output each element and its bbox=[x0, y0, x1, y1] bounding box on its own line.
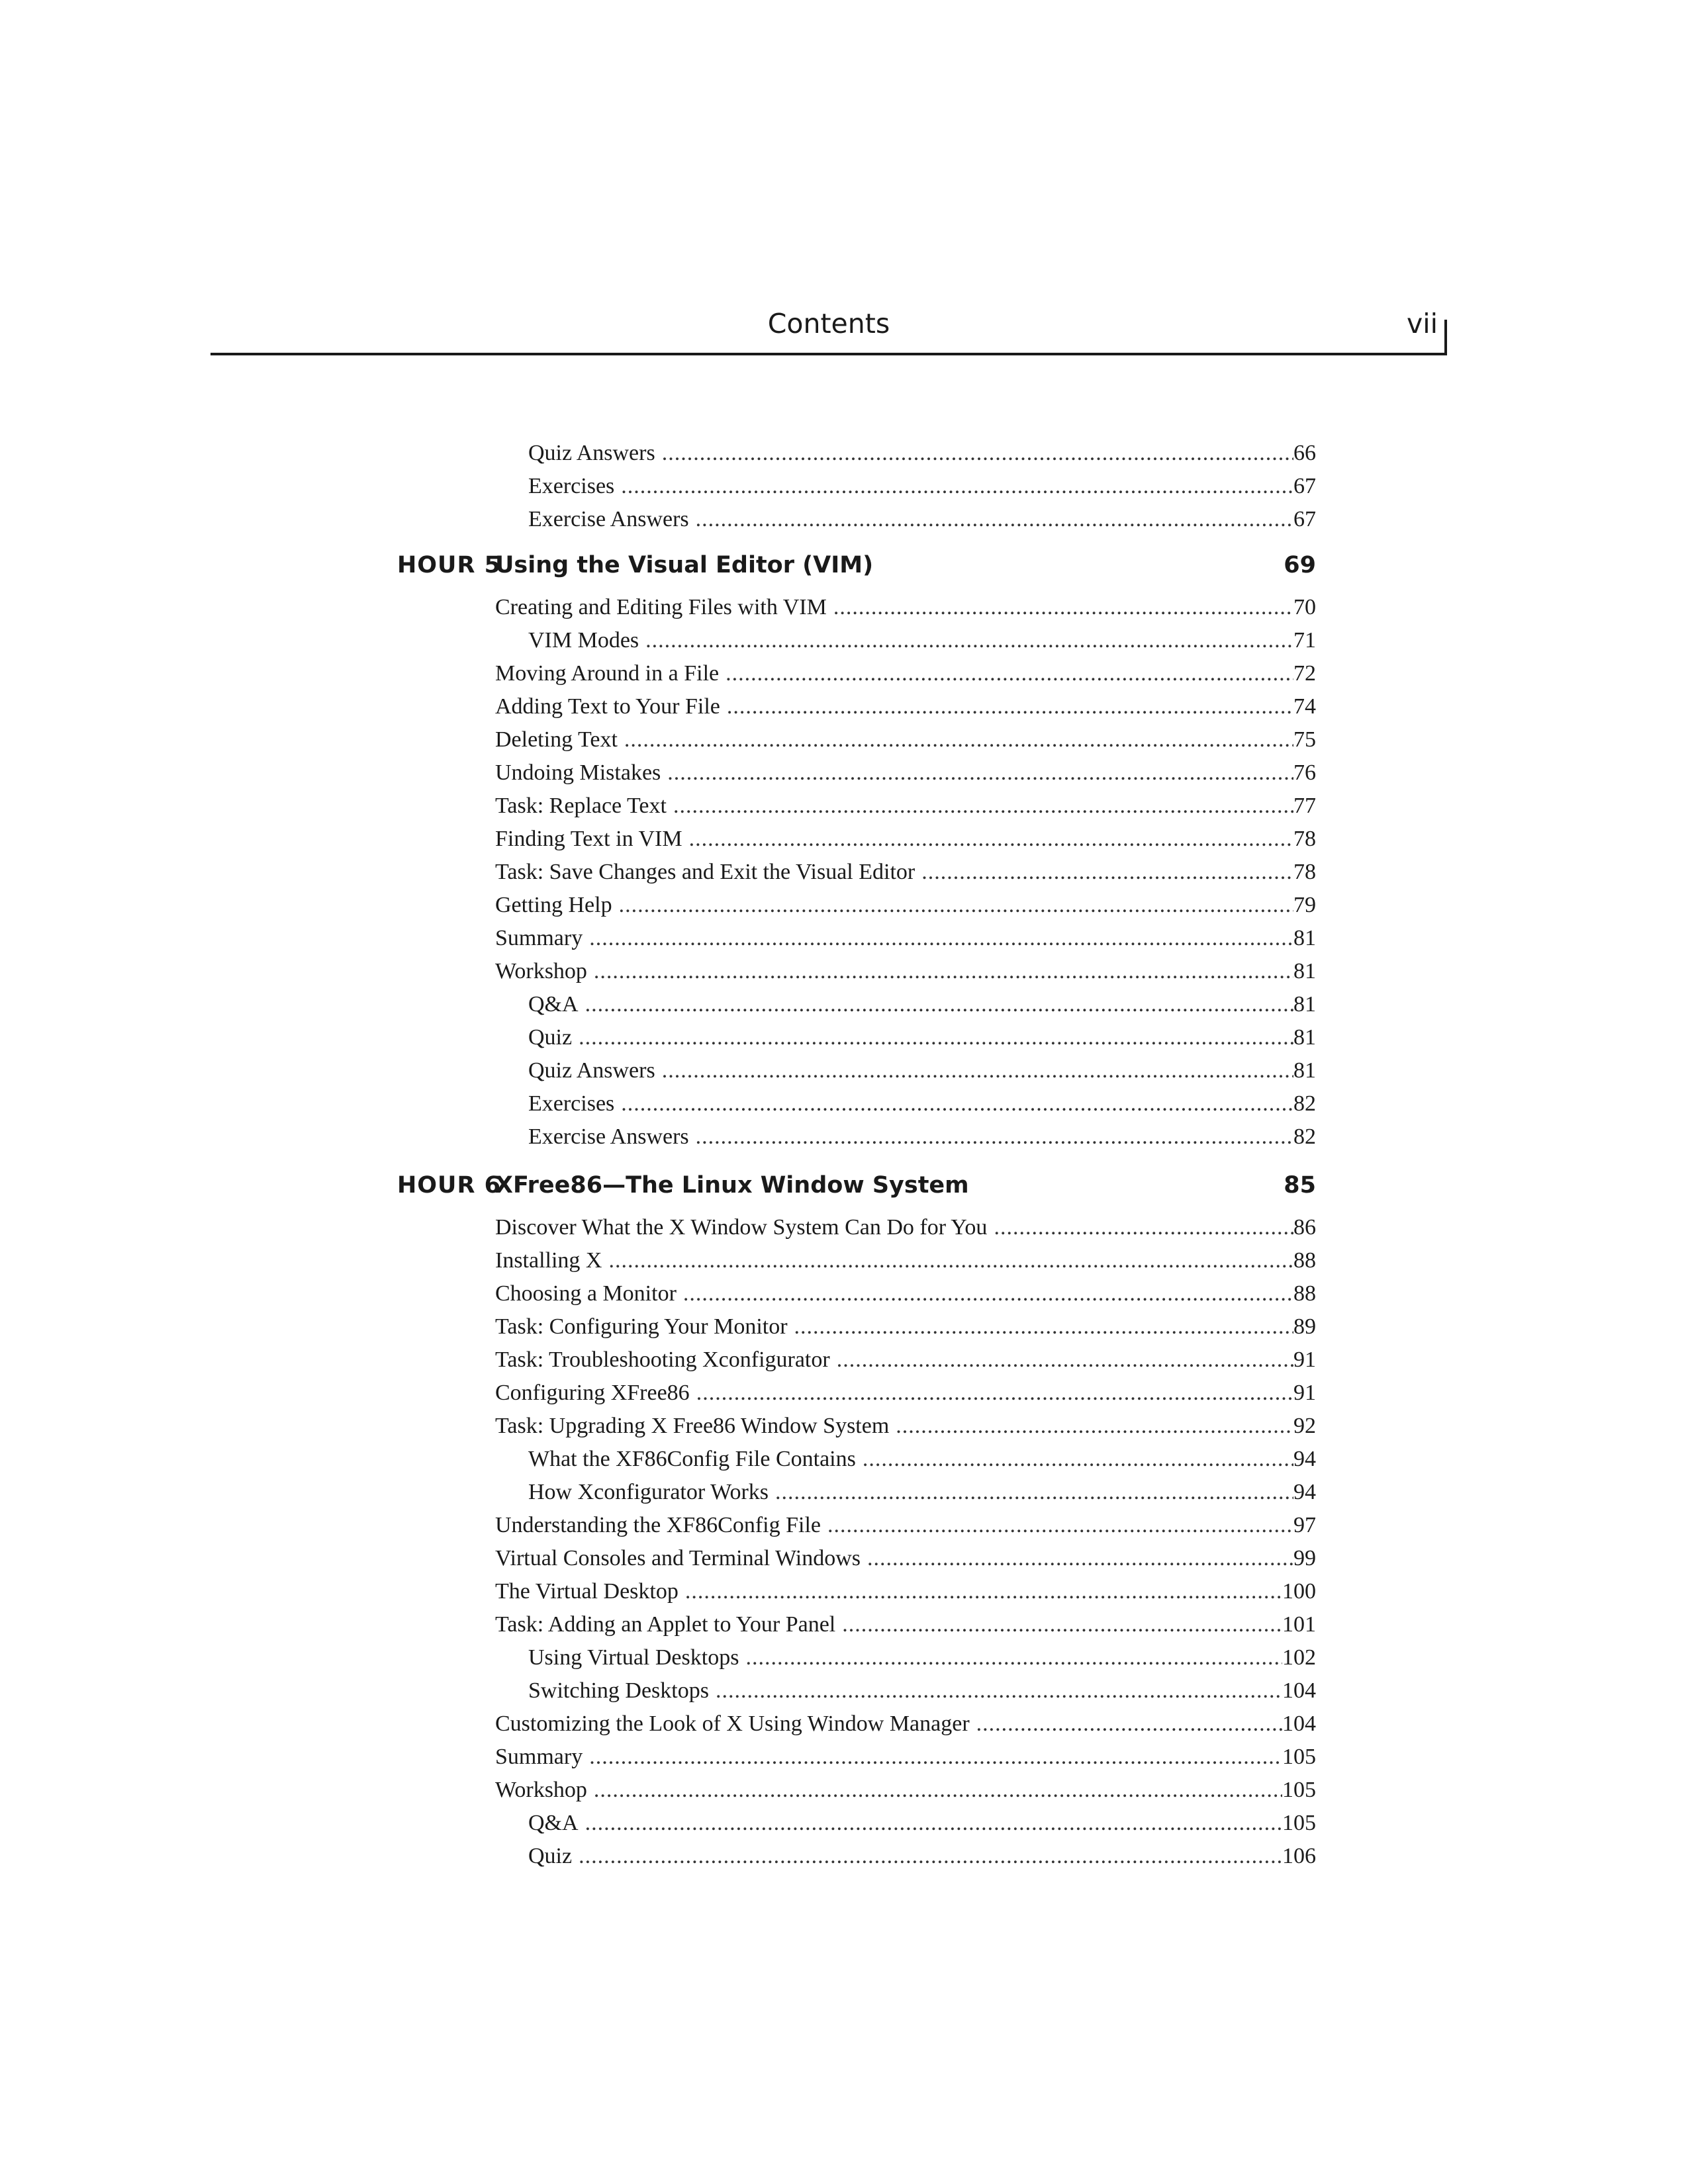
toc-entry-label: Customizing the Look of X Using Window Manager bbox=[495, 1711, 970, 1736]
toc-entry-page: 75 bbox=[1293, 727, 1316, 752]
toc-leader-dots bbox=[621, 470, 1293, 503]
chapter-page: 69 bbox=[1284, 552, 1316, 578]
toc-leader-dots bbox=[689, 823, 1293, 856]
toc-leader-dots bbox=[867, 1542, 1293, 1575]
toc-entry-page: 78 bbox=[1293, 827, 1316, 851]
toc-entry-label: Discover What the X Window System Can Do for You bbox=[495, 1215, 988, 1240]
toc-entry bbox=[495, 1277, 1316, 1310]
toc-entry-page: 78 bbox=[1293, 860, 1316, 884]
toc-entry-label: Summary bbox=[495, 926, 583, 950]
toc-entry-page: 105 bbox=[1282, 1811, 1316, 1835]
toc-leader-dots bbox=[696, 503, 1293, 536]
toc-leader-dots bbox=[994, 1211, 1293, 1244]
toc-entry bbox=[495, 1410, 1316, 1443]
toc-entry-label: The Virtual Desktop bbox=[495, 1579, 679, 1604]
toc-entry-label: Q&A bbox=[528, 1811, 579, 1835]
toc-entry-page: 97 bbox=[1293, 1513, 1316, 1537]
toc-leader-dots bbox=[745, 1641, 1282, 1674]
toc-entry bbox=[528, 437, 1316, 470]
toc-entry-page: 106 bbox=[1282, 1844, 1316, 1868]
toc-entry-page: 67 bbox=[1293, 474, 1316, 498]
toc-entry bbox=[495, 823, 1316, 856]
toc-leader-dots bbox=[716, 1674, 1282, 1707]
toc-entry-page: 94 bbox=[1293, 1447, 1316, 1471]
toc-leader-dots bbox=[863, 1443, 1293, 1476]
toc-entry bbox=[528, 1021, 1316, 1054]
toc-entry-page: 76 bbox=[1293, 760, 1316, 785]
toc-leader-dots bbox=[619, 889, 1293, 922]
toc-leader-dots bbox=[976, 1707, 1282, 1741]
toc-entry-label: Installing X bbox=[495, 1248, 602, 1273]
toc-entry-page: 71 bbox=[1293, 628, 1316, 653]
chapter-title: XFree86—The Linux Window System bbox=[495, 1172, 969, 1199]
toc-leader-dots bbox=[727, 690, 1293, 723]
toc-entry-label: Switching Desktops bbox=[528, 1678, 709, 1703]
chapter-title: Using the Visual Editor (VIM) bbox=[495, 552, 874, 578]
chapter-heading bbox=[397, 546, 1316, 584]
toc-entry-label: Moving Around in a File bbox=[495, 661, 720, 686]
toc-entry-page: 66 bbox=[1293, 441, 1316, 465]
toc-leader-dots bbox=[608, 1244, 1293, 1277]
toc-entry bbox=[528, 1120, 1316, 1154]
toc-entry-label: Exercises bbox=[528, 474, 615, 498]
toc-entry-label: Deleting Text bbox=[495, 727, 618, 752]
toc-entry-page: 91 bbox=[1293, 1347, 1316, 1372]
toc-entry-page: 102 bbox=[1282, 1645, 1316, 1670]
toc-leader-dots bbox=[624, 723, 1293, 756]
toc-entry-page: 82 bbox=[1293, 1091, 1316, 1116]
toc-entry bbox=[528, 1476, 1316, 1509]
toc-entry-label: Task: Adding an Applet to Your Panel bbox=[495, 1612, 836, 1637]
page-number: vii bbox=[1406, 308, 1438, 340]
toc-entry-label: Exercises bbox=[528, 1091, 615, 1116]
toc-entry-page: 77 bbox=[1293, 794, 1316, 818]
toc-entry-label: Quiz bbox=[528, 1844, 573, 1868]
toc-entry-label: Quiz bbox=[528, 1025, 573, 1050]
toc-entry-label: Using Virtual Desktops bbox=[528, 1645, 739, 1670]
toc-entry bbox=[495, 591, 1316, 624]
page-title: Contents bbox=[767, 308, 890, 340]
toc-leader-dots bbox=[837, 1343, 1293, 1377]
toc-entry-label: Finding Text in VIM bbox=[495, 827, 682, 851]
toc-leader-dots bbox=[673, 790, 1293, 823]
toc-entry-label: Task: Replace Text bbox=[495, 794, 667, 818]
toc-entry-page: 81 bbox=[1293, 992, 1316, 1017]
toc-entry bbox=[528, 1807, 1316, 1840]
toc-entry-page: 82 bbox=[1293, 1124, 1316, 1149]
toc-leader-dots bbox=[921, 856, 1293, 889]
toc-entry-label: Task: Configuring Your Monitor bbox=[495, 1314, 788, 1339]
toc-entry bbox=[495, 690, 1316, 723]
toc-entry-page: 91 bbox=[1293, 1381, 1316, 1405]
toc-entry bbox=[495, 1244, 1316, 1277]
toc-leader-dots bbox=[594, 955, 1293, 988]
toc-entry-label: Adding Text to Your File bbox=[495, 694, 720, 719]
toc-entry-label: Task: Save Changes and Exit the Visual Editor bbox=[495, 860, 915, 884]
toc-entry bbox=[495, 889, 1316, 922]
toc-entry bbox=[528, 1443, 1316, 1476]
toc-entry-label: Virtual Consoles and Terminal Windows bbox=[495, 1546, 861, 1570]
toc-leader-dots bbox=[842, 1608, 1282, 1641]
toc-leader-dots bbox=[589, 1741, 1282, 1774]
toc-entry bbox=[495, 1343, 1316, 1377]
toc-leader-dots bbox=[585, 988, 1293, 1021]
toc-entry-page: 81 bbox=[1293, 1025, 1316, 1050]
toc-entry-label: Quiz Answers bbox=[528, 1058, 655, 1083]
toc-entry bbox=[495, 922, 1316, 955]
toc-entry-label: What the XF86Config File Contains bbox=[528, 1447, 856, 1471]
toc-entry bbox=[495, 1741, 1316, 1774]
toc-entry-page: 67 bbox=[1293, 507, 1316, 531]
toc-entry-label: Workshop bbox=[495, 1778, 587, 1802]
toc-entry-page: 79 bbox=[1293, 893, 1316, 917]
toc-entry bbox=[495, 1707, 1316, 1741]
page-header bbox=[211, 301, 1447, 355]
toc-entry-label: VIM Modes bbox=[528, 628, 639, 653]
toc-entry-label: How Xconfigurator Works bbox=[528, 1480, 769, 1504]
toc-entry-page: 88 bbox=[1293, 1281, 1316, 1306]
toc-entry bbox=[528, 988, 1316, 1021]
toc-entry bbox=[495, 1542, 1316, 1575]
toc-entry-page: 104 bbox=[1282, 1711, 1316, 1736]
toc-leader-dots bbox=[579, 1840, 1282, 1873]
toc-entry bbox=[528, 1674, 1316, 1707]
toc-entry bbox=[495, 756, 1316, 790]
toc-entry-page: 70 bbox=[1293, 595, 1316, 619]
toc-entry-page: 94 bbox=[1293, 1480, 1316, 1504]
toc-leader-dots bbox=[896, 1410, 1293, 1443]
toc-entry-page: 100 bbox=[1282, 1579, 1316, 1604]
toc-entry-label: Exercise Answers bbox=[528, 507, 689, 531]
toc-entry-page: 105 bbox=[1282, 1778, 1316, 1802]
toc-entry-label: Configuring XFree86 bbox=[495, 1381, 690, 1405]
toc-entry-label: Understanding the XF86Config File bbox=[495, 1513, 821, 1537]
toc-entry bbox=[495, 790, 1316, 823]
toc-leader-dots bbox=[662, 1054, 1293, 1087]
toc-leader-dots bbox=[726, 657, 1293, 690]
toc-entry-label: Q&A bbox=[528, 992, 579, 1017]
toc-entry bbox=[495, 955, 1316, 988]
toc-entry bbox=[528, 624, 1316, 657]
toc-leader-dots bbox=[683, 1277, 1293, 1310]
toc-entry-page: 99 bbox=[1293, 1546, 1316, 1570]
toc-entry bbox=[495, 1608, 1316, 1641]
toc-entry-label: Exercise Answers bbox=[528, 1124, 689, 1149]
toc-leader-dots bbox=[579, 1021, 1293, 1054]
toc-entry-label: Getting Help bbox=[495, 893, 612, 917]
toc-entry bbox=[495, 856, 1316, 889]
toc-entry-page: 74 bbox=[1293, 694, 1316, 719]
toc-leader-dots bbox=[594, 1774, 1282, 1807]
toc-leader-dots bbox=[667, 756, 1293, 790]
toc-entry-page: 105 bbox=[1282, 1745, 1316, 1769]
toc-leader-dots bbox=[589, 922, 1293, 955]
toc-entry bbox=[528, 1840, 1316, 1873]
toc-entry bbox=[495, 657, 1316, 690]
toc-entry-page: 81 bbox=[1293, 959, 1316, 983]
toc-entry bbox=[495, 1509, 1316, 1542]
chapter-page: 85 bbox=[1284, 1172, 1316, 1199]
toc-entry-page: 104 bbox=[1282, 1678, 1316, 1703]
toc-entry bbox=[528, 1087, 1316, 1120]
toc-leader-dots bbox=[662, 437, 1293, 470]
toc-entry-page: 88 bbox=[1293, 1248, 1316, 1273]
toc-entry bbox=[495, 1310, 1316, 1343]
toc-entry-label: Task: Troubleshooting Xconfigurator bbox=[495, 1347, 830, 1372]
toc-entry-label: Workshop bbox=[495, 959, 587, 983]
toc-entry-label: Summary bbox=[495, 1745, 583, 1769]
toc-leader-dots bbox=[794, 1310, 1293, 1343]
toc-leader-dots bbox=[696, 1377, 1293, 1410]
toc-entry bbox=[495, 1211, 1316, 1244]
toc-entry-page: 81 bbox=[1293, 926, 1316, 950]
toc-entry bbox=[528, 470, 1316, 503]
toc-entry bbox=[495, 1377, 1316, 1410]
toc-leader-dots bbox=[827, 1509, 1293, 1542]
toc-entry-label: Quiz Answers bbox=[528, 441, 655, 465]
toc-entry bbox=[528, 503, 1316, 536]
chapter-heading bbox=[397, 1166, 1316, 1205]
toc-entry-label: Undoing Mistakes bbox=[495, 760, 661, 785]
toc-leader-dots bbox=[645, 624, 1293, 657]
toc-entry bbox=[495, 1774, 1316, 1807]
toc-entry-page: 86 bbox=[1293, 1215, 1316, 1240]
toc-entry-label: Choosing a Monitor bbox=[495, 1281, 677, 1306]
toc-entry-page: 72 bbox=[1293, 661, 1316, 686]
toc-entry bbox=[528, 1641, 1316, 1674]
toc-entry bbox=[495, 723, 1316, 756]
toc-entry-page: 81 bbox=[1293, 1058, 1316, 1083]
toc-leader-dots bbox=[696, 1120, 1293, 1154]
toc-entry bbox=[528, 1054, 1316, 1087]
toc-leader-dots bbox=[775, 1476, 1293, 1509]
toc-leader-dots bbox=[585, 1807, 1282, 1840]
toc-leader-dots bbox=[621, 1087, 1293, 1120]
toc-leader-dots bbox=[833, 591, 1293, 624]
chapter-number: HOUR 6 bbox=[397, 1172, 501, 1199]
toc-entry bbox=[495, 1575, 1316, 1608]
toc-entry-page: 92 bbox=[1293, 1414, 1316, 1438]
header-tick-mark bbox=[1444, 320, 1447, 355]
toc-entry-page: 101 bbox=[1282, 1612, 1316, 1637]
toc-entry-label: Creating and Editing Files with VIM bbox=[495, 595, 827, 619]
toc-entry-label: Task: Upgrading X Free86 Window System bbox=[495, 1414, 890, 1438]
toc-leader-dots bbox=[685, 1575, 1282, 1608]
chapter-number: HOUR 5 bbox=[397, 552, 501, 578]
toc-entry-page: 89 bbox=[1293, 1314, 1316, 1339]
